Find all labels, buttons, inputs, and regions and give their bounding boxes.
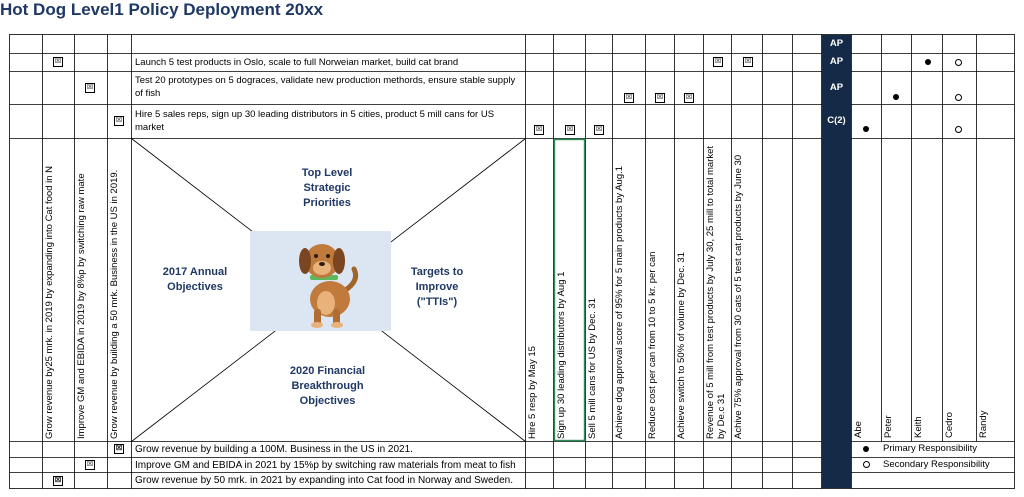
checked-box-icon: ☒ [685,94,693,101]
hollow-circle-icon [955,126,962,133]
person-keith: Keith [913,416,924,438]
checked-box-icon: ☒ [115,117,123,124]
checked-box-icon: ☒ [566,126,574,133]
breakthrough-objective-1: Grow revenue by building a 100M. Business in the US in 2021. [135,444,413,455]
person-cedro: Cedro [944,412,955,438]
filled-dot-icon [893,94,899,100]
center-bottom-label: 2020 Financial Breakthrough Objectives [289,365,366,407]
page-title: Hot Dog Level1 Policy Deployment 20xx [0,0,324,19]
checked-box-icon: ☒ [625,94,633,101]
filled-dot-icon [863,446,869,452]
tti-5: Reduce cost per can from 10 to 5 kr. per can [647,251,658,439]
checked-box-icon: ☒ [535,126,543,133]
annual-objective-3: Hire 5 sales reps, sign up 30 leading distributors in 5 cities, product 5 mill cans for US market [135,109,495,133]
checked-box-icon: ☒ [86,84,94,91]
hollow-circle-icon [863,461,870,468]
breakthrough-objective-3: Grow revenue by 50 mrk. in 2021 by expanding into Cat food in Norway and Sweden. [135,475,513,486]
hollow-circle-icon [955,94,962,101]
center-left-label: 2017 Annual Objectives [162,266,228,293]
checked-box-icon: ☒ [714,58,722,65]
tti-4: Achieve dog approval score of 95% for 5 main products by Aug.1 [614,165,625,439]
checked-box-icon: ☒ [115,445,123,452]
tti-3: Sell 5 mill cans for US by Dec. 31 [587,298,598,439]
legend-primary: Primary Responsibility [883,443,977,454]
breakthrough-objective-2: Improve GM and EBIDA in 2021 by 15%p by switching raw materials from meat to fish [135,460,516,471]
center-right-label: Targets to Improve ("TTIs") [410,266,464,308]
dog-illustration [250,231,391,331]
level-header: AP [829,38,844,49]
priority-2: Improve GM and EBIDA in 2019 by 8%p by switching raw mate [76,173,87,439]
person-abe: Abe [853,421,864,438]
priority-1: Grow revenue by25 mrk. in 2019 by expanding into Cat food in N [44,165,55,439]
filled-dot-icon [925,59,931,65]
level-row-2: AP [829,82,844,93]
tti-7: Revenue of 5 mill from test products by July 30, 25 mill to total market by De.c 31 [705,145,727,439]
annual-objective-2: Test 20 prototypes on 5 dograces, validate new production methords, ensure stable supply of fish [135,75,516,99]
tti-1: Hire 5 resp by May 15 [527,346,538,439]
checked-box-icon: ☒ [744,58,752,65]
checked-box-icon: ☒ [656,94,664,101]
person-randy: Randy [978,410,989,438]
tti-8: Achive 75% approval from 30 cats of 5 test cat products by June 30 [733,154,744,439]
filled-dot-icon [863,126,869,132]
level-row-3: C(2) [827,115,846,126]
center-top-label: Top Level Strategic Priorities [301,167,353,209]
checked-box-icon: ☒ [54,477,62,484]
checked-box-icon: ☒ [86,461,94,468]
hollow-circle-icon [955,59,962,66]
tti-6: Achieve switch to 50% of volume by Dec. 31 [676,252,687,439]
level-row-1: AP [829,56,844,67]
tti-2: Sign up 30 leading distributors by Aug 1 [556,271,567,439]
person-peter: Peter [883,415,894,438]
legend-secondary: Secondary Responsibility [883,459,990,470]
checked-box-icon: ☒ [595,126,603,133]
annual-objective-1: Launch 5 test products in Oslo, scale to full Norweian market, build cat brand [135,57,459,68]
level-column [822,35,851,488]
priority-3: Grow revenue by building a 50 mrk. Business in the US in 2019. [109,169,120,439]
checked-box-icon: ☒ [54,58,62,65]
